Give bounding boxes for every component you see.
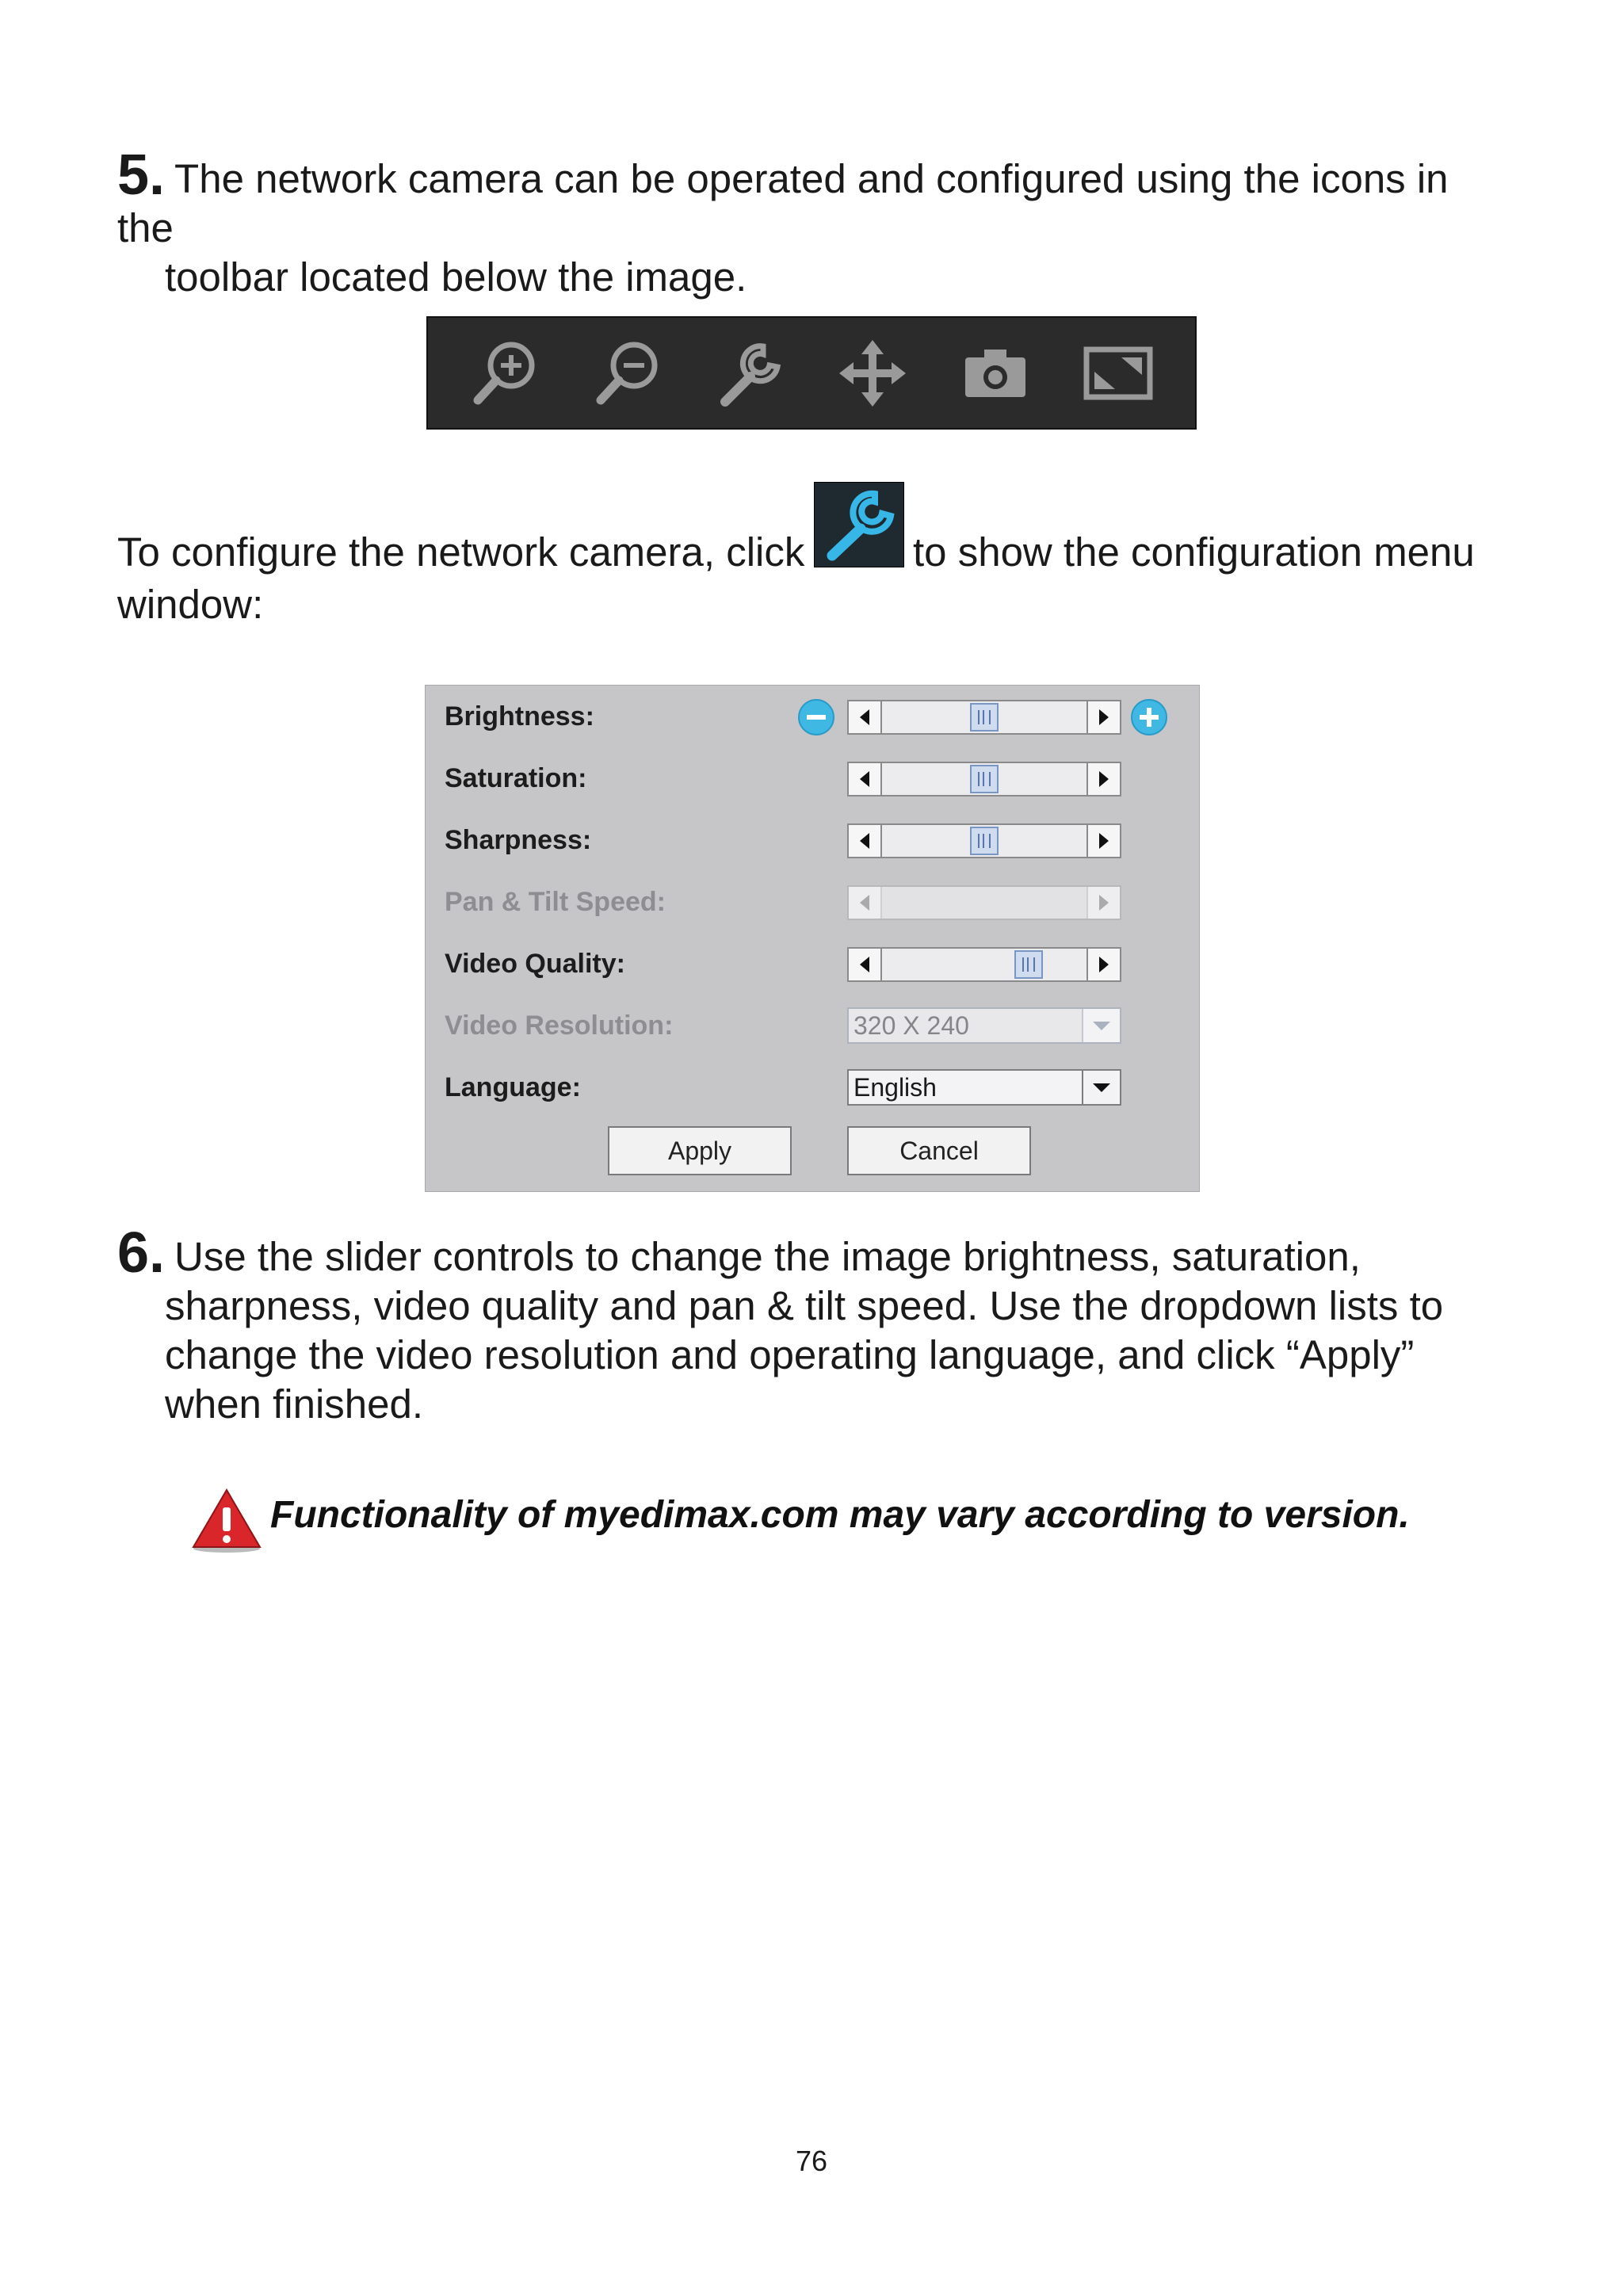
sharpness-label: Sharpness:	[445, 825, 592, 855]
page-number: 76	[795, 2145, 828, 2177]
video-resolution-value: 320 X 240	[854, 1011, 969, 1040]
slider-right-arrow-icon[interactable]	[1086, 825, 1120, 857]
slider-right-arrow-icon[interactable]	[1086, 763, 1120, 795]
saturation-label: Saturation:	[445, 763, 587, 793]
language-label: Language:	[445, 1072, 581, 1102]
step-5-text	[117, 143, 1512, 302]
step-6-line-4: when finished.	[165, 1381, 424, 1427]
warning-text: Functionality of myedimax.com may vary according to version.	[270, 1494, 1410, 1536]
step-6-line-1: Use the slider controls to change the image brightness, saturation,	[174, 1234, 1361, 1279]
slider-left-arrow-icon	[849, 887, 882, 919]
brightness-slider[interactable]	[847, 700, 1121, 735]
saturation-slider[interactable]	[847, 762, 1121, 797]
camera-toolbar	[426, 316, 1197, 430]
pan-tilt-speed-slider	[847, 885, 1121, 920]
configure-before-text: To configure the network camera, click	[117, 529, 805, 575]
step-6-text	[117, 1221, 1512, 1429]
wrench-icon[interactable]	[712, 335, 789, 411]
configure-line-2: window:	[117, 582, 264, 627]
zoom-in-icon[interactable]	[467, 335, 543, 411]
inline-wrench-icon	[814, 482, 904, 567]
warning-icon	[190, 1487, 263, 1557]
step-5-line-1: The network camera can be operated and configured using the icons in the	[117, 156, 1449, 250]
language-value: English	[854, 1073, 937, 1102]
pan-tilt-speed-label: Pan & Tilt Speed:	[445, 887, 666, 917]
apply-button[interactable]: Apply	[608, 1126, 792, 1175]
sharpness-slider-thumb[interactable]	[970, 827, 999, 855]
step-6-line-2: sharpness, video quality and pan & tilt speed. Use the dropdown lists to	[165, 1283, 1444, 1328]
brightness-slider-thumb[interactable]	[970, 703, 999, 732]
step-6-number: 6.	[117, 1221, 166, 1285]
zoom-out-icon[interactable]	[590, 335, 666, 411]
camera-icon[interactable]	[957, 335, 1033, 411]
slider-left-arrow-icon[interactable]	[849, 825, 882, 857]
configure-after-line	[913, 526, 1475, 579]
video-resolution-label: Video Resolution:	[445, 1010, 674, 1041]
slider-left-arrow-icon[interactable]	[849, 949, 882, 980]
move-arrows-icon[interactable]	[834, 335, 911, 411]
slider-right-arrow-icon[interactable]	[1086, 701, 1120, 733]
configure-after-text: to show the configuration menu	[913, 529, 1475, 575]
slider-right-arrow-icon[interactable]	[1086, 949, 1120, 980]
slider-right-arrow-icon	[1086, 887, 1120, 919]
step-6-line-3: change the video resolution and operating language, and click “Apply”	[165, 1332, 1415, 1377]
config-dialog	[425, 685, 1200, 1192]
video-quality-label: Video Quality:	[445, 949, 625, 979]
cancel-button[interactable]: Cancel	[847, 1126, 1031, 1175]
brightness-decrease-button[interactable]	[798, 699, 834, 735]
chevron-down-icon[interactable]	[1082, 1071, 1120, 1104]
sharpness-slider[interactable]	[847, 823, 1121, 858]
brightness-label: Brightness:	[445, 701, 594, 732]
configure-line-1	[117, 526, 804, 579]
brightness-increase-button[interactable]	[1131, 699, 1167, 735]
step-5-number: 5.	[117, 143, 166, 207]
fullscreen-icon[interactable]	[1080, 335, 1156, 411]
chevron-down-icon	[1082, 1009, 1120, 1042]
step-5-line-2: toolbar located below the image.	[165, 254, 747, 300]
video-quality-slider-thumb[interactable]	[1014, 950, 1043, 979]
video-resolution-select	[847, 1007, 1121, 1044]
video-quality-slider[interactable]	[847, 947, 1121, 982]
slider-left-arrow-icon[interactable]	[849, 701, 882, 733]
slider-left-arrow-icon[interactable]	[849, 763, 882, 795]
saturation-slider-thumb[interactable]	[970, 765, 999, 793]
language-select[interactable]	[847, 1069, 1121, 1106]
